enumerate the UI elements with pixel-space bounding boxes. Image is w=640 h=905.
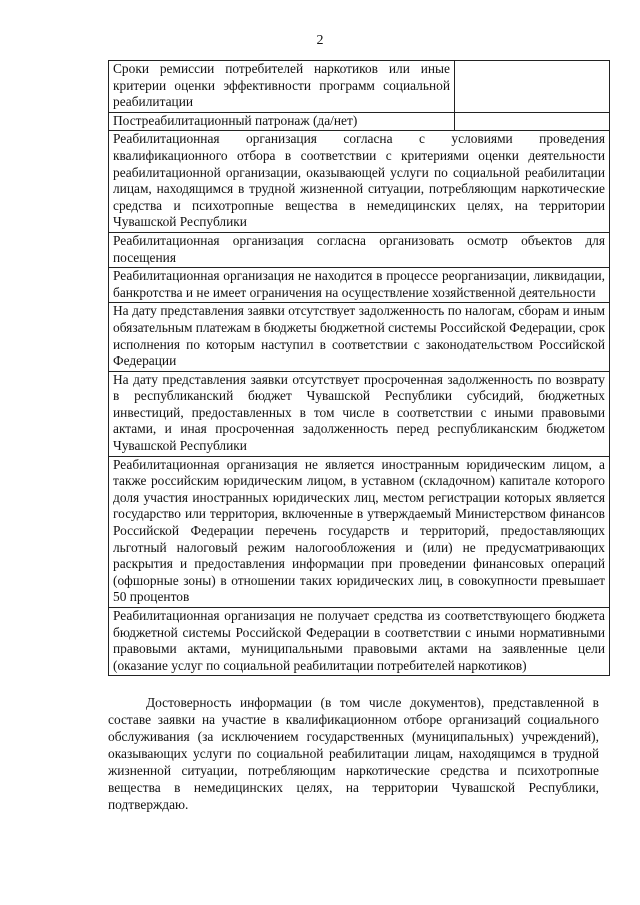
table-row-patronage bbox=[109, 112, 610, 131]
statement-qualification-conditions: Реабилитационная организация согласна с условиями проведения квалификационного отбора в соответствии с критериями оценки деятельности реабилитационной организации, оказывающей услуги по социальной реабилитации лицам, находящимся в трудной жизненной ситуации, потребляющим наркотические средства и психотропные вещества в немедицинских целях, на территории Чувашской Республики bbox=[109, 131, 610, 233]
table-row-statement bbox=[109, 268, 610, 303]
table-row-statement bbox=[109, 371, 610, 456]
table-row-statement bbox=[109, 303, 610, 371]
table-row-remission bbox=[109, 61, 610, 113]
post-rehab-patronage-label: Постреабилитационный патронаж (да/нет) bbox=[109, 112, 455, 131]
post-rehab-patronage-value[interactable] bbox=[455, 112, 610, 131]
statement-site-inspection: Реабилитационная организация согласна организовать осмотр объектов для посещения bbox=[109, 232, 610, 267]
application-form-table bbox=[108, 60, 610, 676]
table-row-statement bbox=[109, 456, 610, 607]
declaration-paragraph: Достоверность информации (в том числе документов), представленной в составе заявки на участие в квалификационном отборе организаций социального обслуживания (за исключением государственных (муниципальных) учреждений), оказывающих услуги по социальной реабилитации лицам, находящимся в трудной жизненной ситуации, потребляющим наркотические средства и психотропные вещества в немедицинских целях, на территории Чувашской Республики, подтверждаю. bbox=[108, 695, 599, 812]
statement-no-reorganization: Реабилитационная организация не находится в процессе реорганизации, ликвидации, банкротства и не имеет ограничения на осуществление хозяйственной деятельности bbox=[109, 268, 610, 303]
table-row-statement bbox=[109, 608, 610, 676]
table-row-statement bbox=[109, 131, 610, 233]
remission-criteria-label: Сроки ремиссии потребителей наркотиков или иные критерии оценки эффективности программ социальной реабилитации bbox=[109, 61, 455, 113]
table-row-statement bbox=[109, 232, 610, 267]
statement-no-overdue-budget-debt: На дату представления заявки отсутствует просроченная задолженность по возврату в республиканский бюджет Чувашской Республики субсидий, бюджетных инвестиций, предоставленных в том числе в соответствии с иными правовыми актами, и иная просроченная задолженность перед республиканским бюджетом Чувашской Республики bbox=[109, 371, 610, 456]
remission-criteria-value[interactable] bbox=[455, 61, 610, 113]
statement-no-other-budget-funds: Реабилитационная организация не получает средства из соответствующего бюджета бюджетной системы Российской Федерации в соответствии с иными нормативными правовыми актами, муниципальными правовыми актами на заявленные цели (оказание услуг по социальной реабилитации потребителей наркотиков) bbox=[109, 608, 610, 676]
statement-not-foreign-entity: Реабилитационная организация не является иностранным юридическим лицом, а также российским юридическим лицом, в уставном (складочном) капитале которого доля участия иностранных юридических лиц, местом регистрации которых является государство или территория, включенные в утверждаемый Министерством финансов Российской Федерации перечень государств и территорий, предоставляющих льготный налоговый режим налогообложения и (или) не предусматривающих раскрытия и предоставления информации при проведении финансовых операций (офшорные зоны) в отношении таких юридических лиц, в совокупности превышает 50 процентов bbox=[109, 456, 610, 607]
statement-no-tax-debt: На дату представления заявки отсутствует задолженность по налогам, сборам и иным обязательным платежам в бюджеты бюджетной системы Российской Федерации, срок исполнения по которым наступил в соответствии с законодательством Российской Федерации bbox=[109, 303, 610, 371]
page-number: 2 bbox=[316, 33, 324, 48]
